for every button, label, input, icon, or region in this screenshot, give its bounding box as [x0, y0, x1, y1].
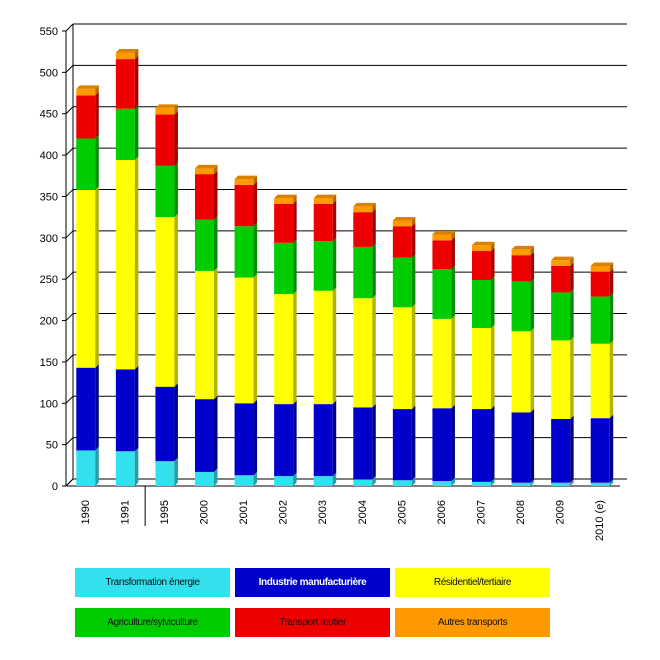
bar-side	[412, 254, 416, 307]
bar-segment	[393, 220, 412, 226]
bar-side	[293, 200, 297, 242]
bar-side	[451, 405, 455, 481]
bar-segment	[274, 404, 293, 476]
bar-segment	[235, 278, 254, 404]
x-tick-label: 2002	[277, 500, 290, 525]
bar-side	[491, 248, 495, 280]
bar-side	[412, 406, 416, 481]
bar-segment	[432, 408, 451, 481]
gridlines	[66, 24, 627, 486]
x-tick-label: 2007	[475, 500, 488, 525]
bar-segment	[512, 249, 531, 255]
bar-segment	[195, 174, 214, 220]
bar-segment	[432, 481, 451, 486]
bar-segment	[591, 266, 610, 272]
bar-side	[610, 415, 614, 483]
legend-item-transport-routier	[235, 608, 390, 637]
bar-segment	[195, 168, 214, 174]
bar-segment	[512, 331, 531, 412]
x-tick-label: 2010 (e)	[594, 500, 607, 541]
bar-top	[155, 104, 178, 108]
bar-side	[293, 239, 297, 294]
bar-side	[372, 209, 376, 247]
bar-side	[491, 324, 495, 409]
bar-segment	[393, 409, 412, 480]
bar-side	[254, 274, 258, 403]
x-tick-label: 1991	[119, 500, 132, 525]
bar-segment	[274, 243, 293, 294]
bar-side	[610, 340, 614, 418]
gridline-diagonal	[66, 107, 73, 114]
bar-top	[591, 262, 614, 266]
gridline-diagonal	[66, 355, 73, 362]
legend-label: Industrie manufacturière	[258, 577, 367, 588]
legend-label: Transport routier	[279, 617, 346, 628]
bar-segment	[472, 245, 491, 251]
bar-side	[610, 293, 614, 344]
bar-segment	[512, 412, 531, 482]
bar-segment	[472, 251, 491, 280]
y-tick-label: 250	[39, 274, 58, 287]
legend-label: Transformation énergie	[105, 577, 200, 588]
y-tick-labels	[40, 26, 58, 493]
x-tick-label: 2005	[396, 500, 409, 525]
bar-side	[95, 364, 99, 450]
bar-segment	[274, 204, 293, 243]
legend-label: Agriculture/sylviculture	[107, 617, 198, 628]
bar-segment	[353, 247, 372, 298]
bar-segment	[353, 479, 372, 486]
bar-segment	[76, 89, 95, 96]
bar-side	[491, 277, 495, 328]
bar-top	[393, 217, 416, 221]
gridline-diagonal	[66, 438, 73, 445]
gridline-diagonal	[66, 272, 73, 279]
bar-side	[95, 447, 99, 486]
bar-segment	[314, 241, 333, 291]
bar-segment	[116, 160, 135, 369]
bar-segment	[591, 418, 610, 483]
bar-side	[531, 252, 535, 282]
bar-side	[95, 92, 99, 139]
bar-side	[570, 262, 574, 292]
bar-segment	[235, 226, 254, 277]
bar-side	[254, 223, 258, 278]
bar-side	[135, 157, 139, 370]
bars	[76, 49, 613, 486]
bar-side	[135, 366, 139, 451]
floor-corner	[66, 479, 73, 486]
bar-side	[333, 238, 337, 291]
bar-segment	[512, 255, 531, 281]
legend-label: Résidentiel/tertiaire	[433, 577, 512, 588]
y-tick-label: 400	[39, 150, 58, 163]
bar-segment	[155, 461, 174, 486]
y-tick-label: 100	[39, 398, 58, 411]
bar-segment	[155, 108, 174, 115]
y-tick-label: 150	[39, 356, 58, 369]
bar-top	[76, 85, 99, 89]
bar-segment	[472, 328, 491, 409]
bar-segment	[591, 344, 610, 418]
y-tick-label: 0	[51, 481, 58, 493]
x-tick-label: 2001	[238, 500, 251, 525]
bar-segment	[472, 409, 491, 482]
bar-side	[333, 287, 337, 404]
gridline-diagonal	[66, 24, 73, 31]
bar-top	[353, 203, 376, 207]
bar-segment	[116, 109, 135, 160]
bar-side	[491, 406, 495, 482]
bar-segment	[155, 115, 174, 166]
bar-segment	[195, 271, 214, 399]
x-tick-label: 1990	[79, 500, 92, 525]
bar-segment	[551, 260, 570, 266]
bar-segment	[393, 480, 412, 486]
bar-top	[274, 195, 297, 199]
gridline-diagonal	[66, 231, 73, 238]
bar-side	[95, 135, 99, 190]
bar-segment	[274, 294, 293, 404]
bar-side	[333, 200, 337, 241]
bar-side	[333, 401, 337, 476]
bar-segment	[155, 166, 174, 217]
gridline-diagonal	[66, 396, 73, 403]
x-tick-label: 2006	[435, 500, 448, 525]
bar-top	[235, 176, 258, 180]
bar-segment	[393, 226, 412, 257]
bar-segment	[314, 204, 333, 241]
bar-side	[254, 400, 258, 475]
bar-segment	[353, 212, 372, 247]
bar-side	[293, 291, 297, 405]
legend-item-industrie-manufacturiere	[235, 568, 390, 597]
bar-segment	[155, 387, 174, 461]
bar-side	[214, 171, 218, 220]
bar-side	[135, 56, 139, 109]
legend-item-agriculture-sylviculture	[75, 608, 230, 637]
gridline-diagonal	[66, 189, 73, 196]
bar-segment	[591, 297, 610, 344]
bar-side	[531, 278, 535, 331]
bar-segment	[235, 475, 254, 486]
bar-segment	[353, 206, 372, 212]
bar-segment	[432, 235, 451, 241]
y-tick-label: 550	[39, 26, 58, 38]
bar-side	[174, 111, 178, 166]
bar-side	[610, 268, 614, 296]
x-tick-label: 2000	[198, 500, 211, 525]
bar-segment	[551, 419, 570, 483]
bar-segment	[314, 476, 333, 486]
y-tick-label: 350	[39, 191, 58, 204]
bar-side	[174, 162, 178, 217]
x-tick-label: 1995	[158, 500, 171, 525]
bar-segment	[314, 291, 333, 404]
bar-side	[372, 243, 376, 298]
bar-segment	[432, 240, 451, 269]
bar-segment	[195, 472, 214, 486]
gridline-diagonal	[66, 65, 73, 72]
bar-side	[412, 304, 416, 409]
bar-segment	[591, 483, 610, 486]
axes	[62, 24, 620, 526]
bar-segment	[432, 319, 451, 408]
y-tick-label: 50	[45, 439, 58, 452]
bar-segment	[353, 407, 372, 479]
bar-segment	[393, 307, 412, 409]
bar-segment	[155, 217, 174, 387]
bar-side	[254, 181, 258, 226]
x-tick-label: 2003	[317, 500, 330, 525]
bar-segment	[235, 185, 254, 226]
bar-segment	[314, 198, 333, 204]
bar-top	[551, 257, 574, 261]
bar-segment	[512, 483, 531, 486]
bar-segment	[76, 450, 95, 486]
bar-segment	[274, 476, 293, 486]
bar-segment	[551, 266, 570, 292]
bar-side	[531, 328, 535, 413]
bar-segment	[235, 179, 254, 185]
legend-label: Autres transports	[437, 617, 508, 628]
bar-top	[195, 165, 218, 169]
legend-item-autres-transports	[395, 608, 550, 637]
bar-top	[432, 231, 455, 235]
x-tick-label: 2009	[554, 500, 567, 525]
bar-top	[472, 242, 495, 246]
bar-side	[293, 401, 297, 476]
bar-segment	[472, 482, 491, 486]
bar-segment	[116, 59, 135, 109]
bar-segment	[432, 269, 451, 319]
bar-top	[314, 195, 337, 199]
bar-segment	[353, 298, 372, 407]
bar-segment	[76, 96, 95, 139]
y-tick-label: 450	[39, 108, 58, 121]
bar-segment	[235, 403, 254, 475]
bar-segment	[116, 451, 135, 486]
bar-segment	[116, 369, 135, 451]
bar-segment	[76, 139, 95, 190]
bar-side	[214, 216, 218, 271]
x-tick-label: 2008	[515, 500, 528, 525]
bar-side	[174, 383, 178, 461]
bar-segment	[314, 404, 333, 476]
bar-side	[174, 214, 178, 387]
bar-side	[372, 295, 376, 408]
bar-side	[531, 409, 535, 483]
bar-segment	[274, 198, 293, 204]
bar-segment	[472, 280, 491, 328]
bar-side	[214, 396, 218, 472]
bar-side	[214, 267, 218, 399]
x-tick-labels	[80, 500, 606, 541]
bar-side	[570, 415, 574, 482]
y-tick-label: 500	[39, 67, 58, 80]
bar-side	[451, 237, 455, 269]
bar-side	[451, 315, 455, 408]
bar-side	[570, 337, 574, 419]
bar-segment	[551, 483, 570, 486]
bar-side	[174, 458, 178, 486]
bar-side	[451, 266, 455, 319]
bar-segment	[393, 258, 412, 308]
bar-top	[512, 246, 534, 250]
bar-segment	[551, 340, 570, 419]
bar-segment	[195, 220, 214, 271]
gridline-diagonal	[66, 148, 73, 155]
x-tick-label: 2004	[356, 500, 369, 525]
bar-top	[116, 49, 139, 53]
bar-segment	[76, 368, 95, 451]
bar-segment	[512, 282, 531, 332]
bar-segment	[195, 399, 214, 472]
bar-segment	[591, 272, 610, 297]
bar-side	[135, 105, 139, 160]
y-tick-label: 200	[39, 315, 58, 328]
bar-side	[372, 404, 376, 479]
y-tick-label: 300	[39, 232, 58, 245]
bar-segment	[551, 292, 570, 340]
legend-item-residentiel-tertiaire	[395, 568, 550, 597]
legend-item-transformation-energie	[75, 568, 230, 597]
bar-segment	[116, 53, 135, 60]
bar-side	[135, 448, 139, 486]
bar-side	[95, 186, 99, 367]
bar-side	[570, 289, 574, 340]
bar-segment	[76, 190, 95, 368]
gridline-diagonal	[66, 314, 73, 321]
bar-side	[412, 223, 416, 258]
